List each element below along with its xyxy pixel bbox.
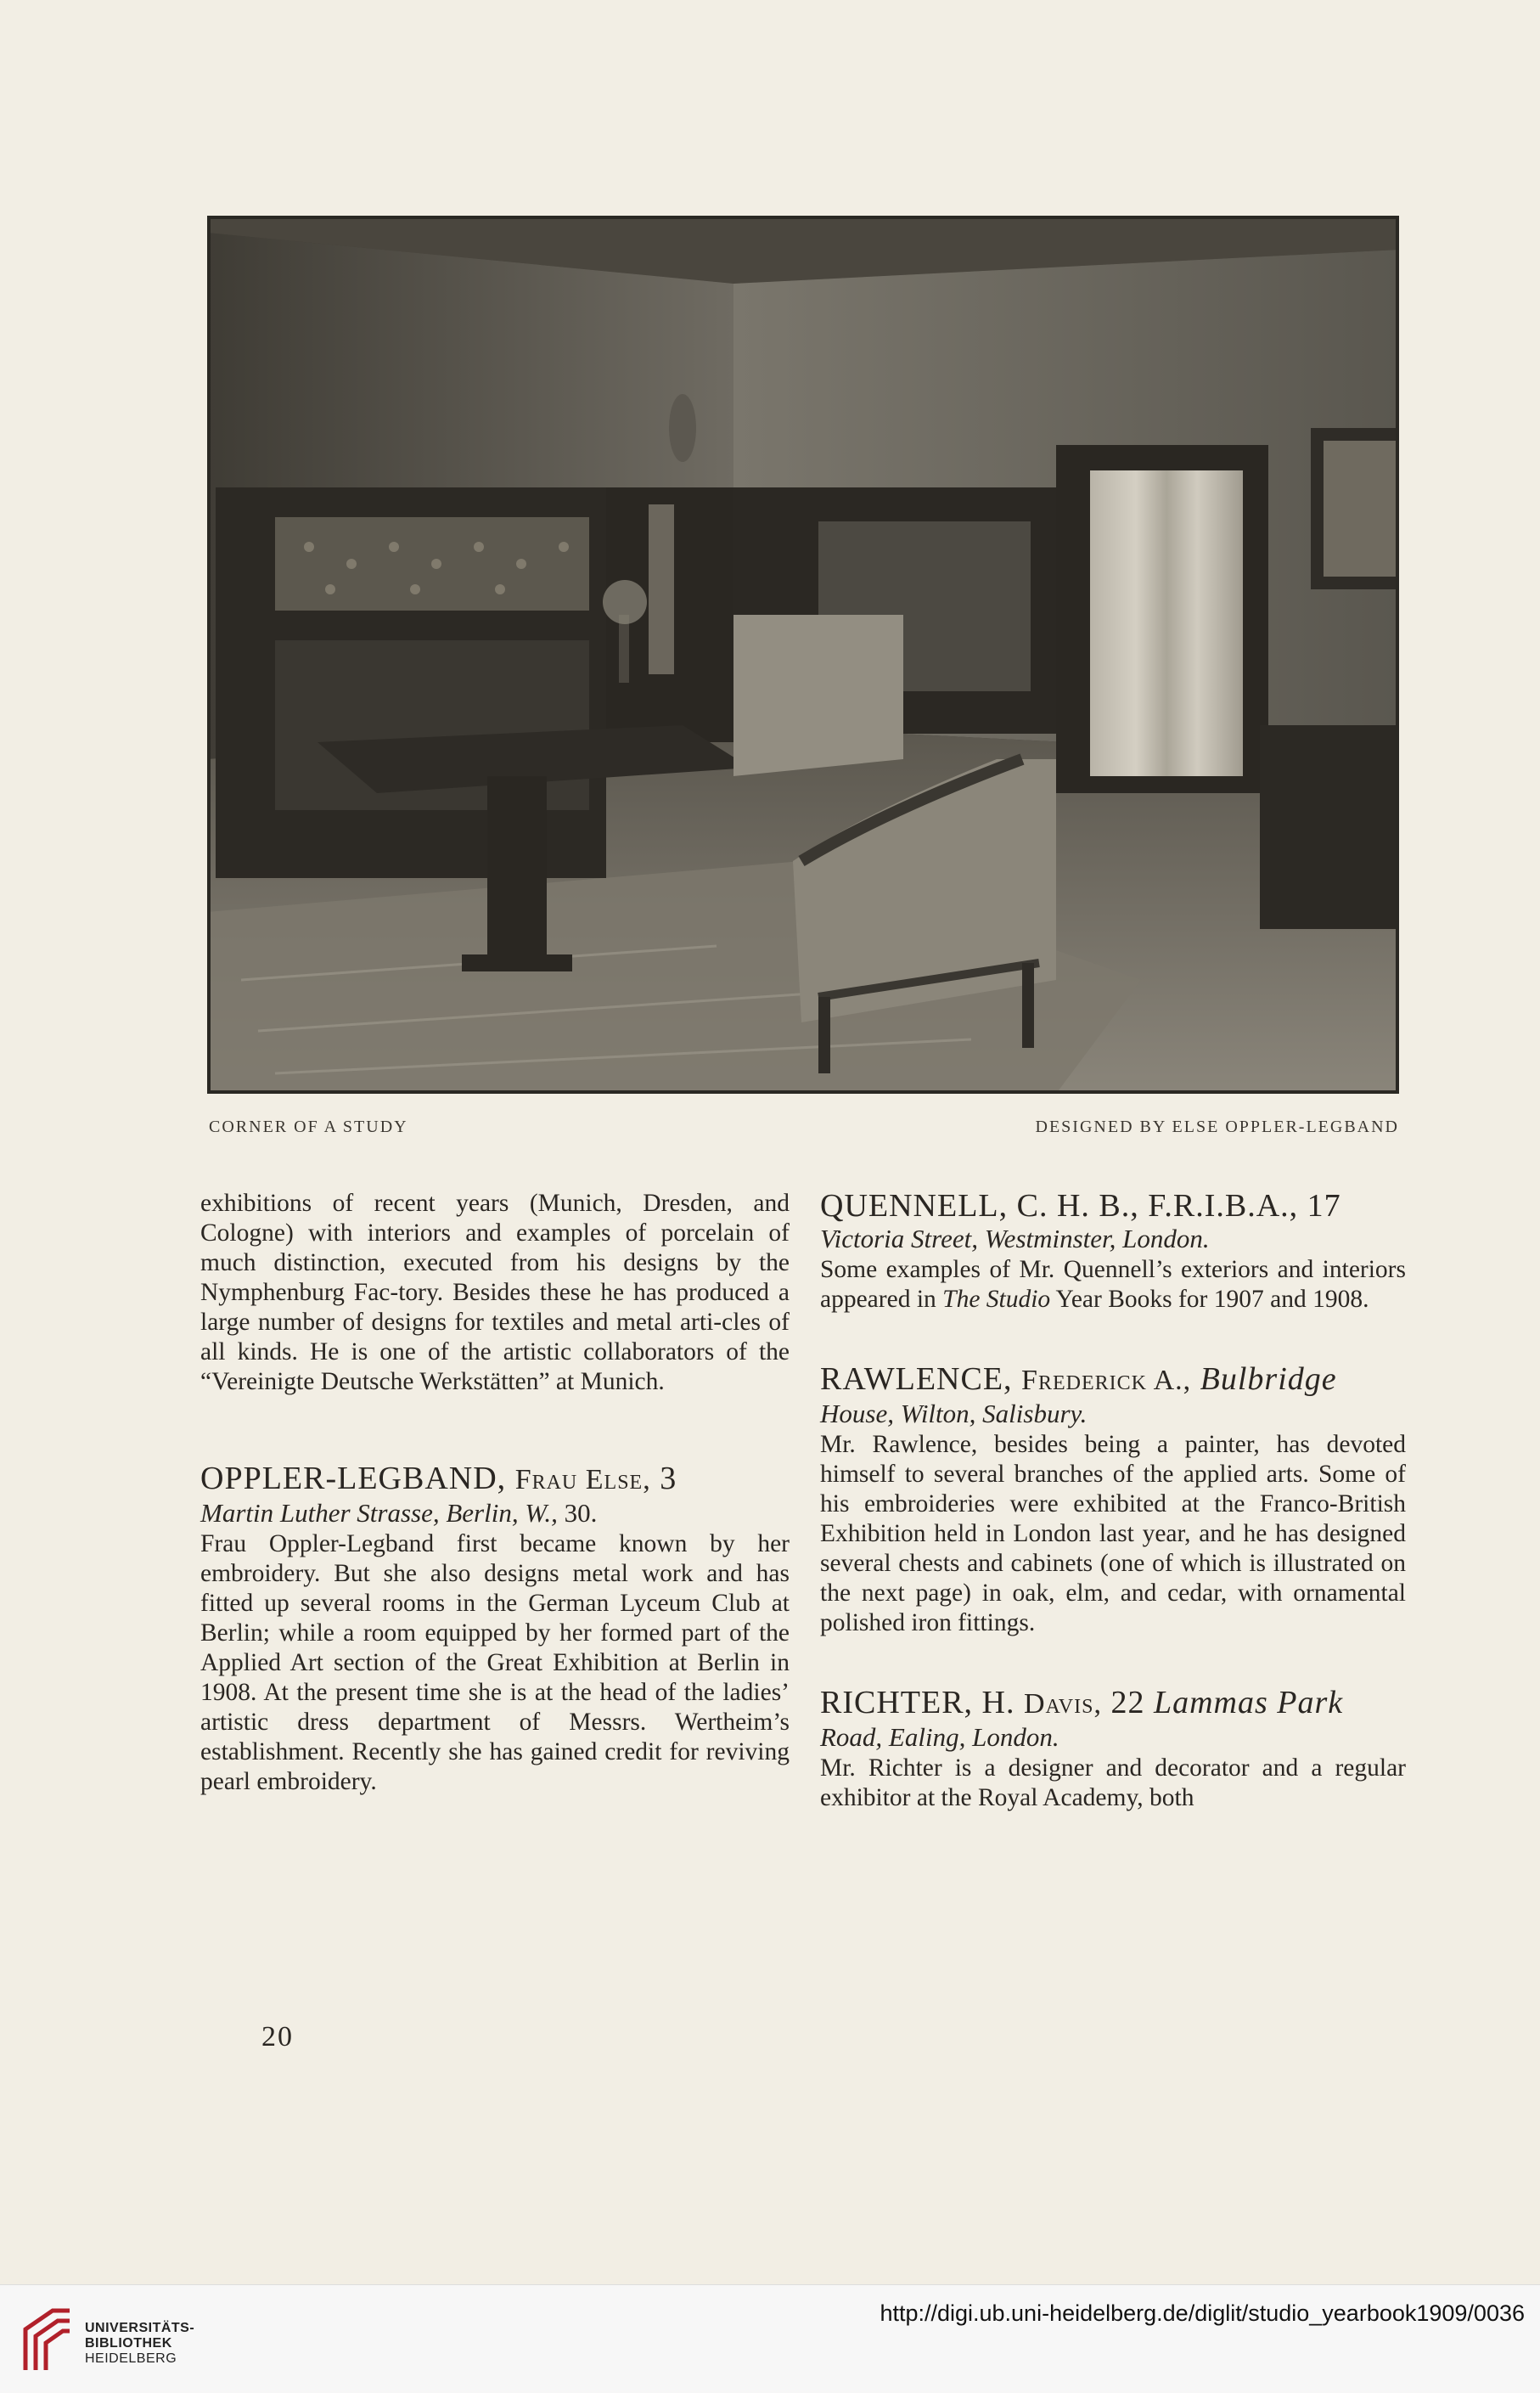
digitization-footer [0, 2284, 1540, 2393]
library-line-3: HEIDELBERG [85, 2351, 177, 2366]
richter-place: Lammas Park [1153, 1685, 1344, 1720]
right-text-column [820, 1189, 1406, 1813]
library-line-2: BIBLIOTHEK [85, 2336, 172, 2351]
university-library-logo-icon [19, 2304, 76, 2375]
quennell-body [820, 1255, 1406, 1315]
study-photograph [207, 216, 1399, 1094]
quennell-address: Victoria Street, Westminster, London. [820, 1224, 1210, 1253]
continuation-paragraph: exhibitions of recent years (Munich, Dresden, and Cologne) with interiors and examples of porcelain of much distinction, executed from his designs by the Nymphenburg Fac-tory. Besides these he has produced a large number of designs for textiles and metal arti-cles of all kinds. He is one of the artistic collaborators of the “Vereinigte Deutsche Werkstätten” at Munich. [200, 1190, 790, 1395]
oppler-title: Frau Else, [514, 1464, 651, 1495]
richter-number: 22 [1110, 1685, 1145, 1720]
oppler-entry-heading [200, 1461, 790, 1497]
oppler-body: Frau Oppler-Legband first became known by her embroidery. But she also designs metal work and has fitted up several rooms in the German Lyceum Club at Berlin; while a room equipped by her formed part of the Applied Art section of the Great Exhibition at Berlin in 1908. At the present time she is at the head of the ladies’ artistic dress department of Messrs. Wertheim’s establishment. Recently she has gained credit for reviving pearl embroidery. [200, 1530, 790, 1795]
richter-heading [820, 1686, 1406, 1721]
richter-title: Davis, [1024, 1688, 1102, 1720]
quennell-body-italic: The Studio [942, 1286, 1051, 1313]
oppler-address: Martin Luther Strasse, Berlin, W., [200, 1498, 558, 1528]
rawlence-title: Frederick A., [1021, 1365, 1192, 1396]
rawlence-address: House, Wilton, Salisbury. [820, 1399, 1088, 1428]
rawlence-body: Mr. Rawlence, besides being a painter, has devoted himself to several branches of the applied arts. Some of his embroideries were exhibited at the Franco-British Exhibition held in London last year, and he has designed several chests and cabinets (one of which is illustrated on the next page) in oak, elm, and cedar, with ornamental polished iron fittings. [820, 1431, 1406, 1636]
richter-address: Road, Ealing, London. [820, 1722, 1059, 1752]
quennell-body-post: Year Books for 1907 and 1908. [1050, 1286, 1369, 1313]
library-name [85, 2321, 194, 2367]
photo-caption-title: CORNER OF A STUDY [209, 1118, 408, 1136]
quennell-body-pre: Some examples of Mr. Quennell’s exteriors and interiors appeared in [820, 1256, 1406, 1313]
oppler-name: OPPLER-LEGBAND, [200, 1461, 507, 1496]
study-photograph-image [207, 216, 1399, 1094]
quennell-heading: QUENNELL, C. H. B., F.R.I.B.A., 17 [820, 1188, 1341, 1224]
photo-caption-credit: DESIGNED BY ELSE OPPLER-LEGBAND [1035, 1118, 1399, 1136]
oppler-number: 3 [660, 1461, 677, 1496]
rawlence-name: RAWLENCE, [820, 1361, 1013, 1397]
left-text-column [200, 1189, 790, 1797]
richter-name: RICHTER, H. [820, 1685, 1015, 1720]
page-number: 20 [261, 2021, 294, 2052]
rawlence-place: Bulbridge [1200, 1361, 1337, 1397]
oppler-address-number: 30. [564, 1498, 598, 1528]
richter-body: Mr. Richter is a designer and decorator and a regular exhibitor at the Royal Academy, both [820, 1754, 1406, 1811]
oppler-address-line [200, 1497, 790, 1529]
library-line-1: UNIVERSITÄTS- [85, 2321, 195, 2335]
rawlence-heading [820, 1362, 1406, 1398]
source-url-link[interactable]: http://digi.ub.uni-heidelberg.de/diglit/studio_yearbook1909/0036 [880, 2300, 1525, 2326]
